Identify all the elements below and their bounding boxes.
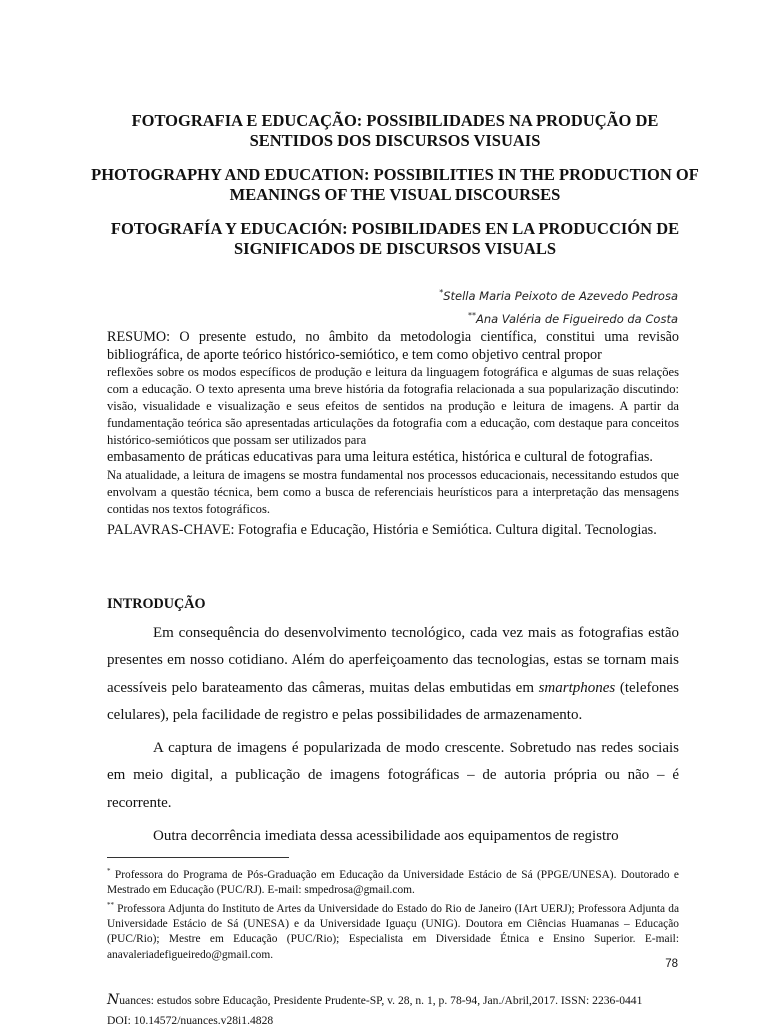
abstract-text-2: reflexões sobre os modos específicos de produção e leitura da linguagem fotográfica e algumas de suas relações com a educação. O texto apresenta uma breve história da fotografia relacionada a sua popularização discutindo: visão, visualidade e visualização e seus efeitos de sentidos na produção e leitura de imagens. A partir da fundamentação teórica são apresentadas articulações da fotografia com a educação, com destaque para conceitos histórico-semióticos que possam ser utilizados para	[107, 365, 679, 447]
doi: DOI: 10.14572/nuances.v28i1.4828	[107, 1014, 274, 1027]
footnote-2-text: Professora Adjunta do Instituto de Artes da Universidade do Estado do Rio de Janeiro (IArt UERJ); Professora Adjunta da Universidade Estácio de Sá (UNESA) e da Universidade Iguaçu (UNIG). Doutora em Ciências Huamanas – Educação (PUC/Rio); Mestre em Educação (PUC/Rio); Especialista em Diversidade Étnica e Ensino Superior. E-mail: anavaleriadefigueiredo@gmail.com.	[107, 903, 679, 961]
title-spanish: FOTOGRAFÍA Y EDUCACIÓN: POSIBILIDADES EN LA PRODUCCIÓN DE SIGNIFICADOS DE DISCURSOS VISUALS	[110, 219, 680, 258]
paragraph-1-emphasis: smartphones	[538, 679, 616, 696]
section-heading-introduction: INTRODUÇÃO	[107, 596, 206, 612]
author-1	[439, 283, 678, 306]
page-number: 78	[665, 958, 678, 970]
footnote-2	[107, 898, 679, 963]
abstract-text-1: RESUMO: O presente estudo, no âmbito da metodologia científica, constitui uma revisão bibliográfica, de aporte teórico histórico-semiótico, e tem como objetivo central propor	[107, 329, 679, 363]
footnote-separator	[107, 857, 289, 858]
abstract-text-3: embasamento de práticas educativas para uma leitura estética, histórica e cultural de fotografias.	[107, 449, 653, 465]
author-2	[439, 306, 678, 329]
author-list	[439, 283, 678, 329]
footnote-1-mark: *	[107, 867, 111, 875]
author-2-name: Ana Valéria de Figueiredo da Costa	[475, 311, 678, 326]
paragraph-2: A captura de imagens é popularizada de modo crescente. Sobretudo nas redes sociais em meio digital, a publicação de imagens fotográficas – de autoria própria ou não – é recorrente.	[107, 740, 679, 811]
title-english: PHOTOGRAPHY AND EDUCATION: POSSIBILITIES IN THE PRODUCTION OF MEANINGS OF THE VISUAL DISCOURSES	[91, 165, 699, 204]
paragraph-1-start: Em consequência do desenvolvimento tecnológico, cada vez mais as fotografias estão presentes em nosso cotidiano. Além do aperfeiçoamento das tecnologias, estas se tornam mais acessíveis pelo barateamento das câmeras, muitas delas embutidas em	[107, 625, 679, 696]
abstract	[107, 329, 679, 539]
footnote-1	[107, 864, 679, 898]
journal-logo-letter: N	[107, 992, 120, 1008]
abstract-text-4: Na atualidade, a leitura de imagens se mostra fundamental nos processos educacionais, necessitando estudos que envolvam a questão técnica, bem como a busca de referenciais heurísticos para a interpretação das mensagens contidas nos textos fotográficos.	[107, 467, 679, 516]
paragraph-1	[107, 620, 679, 729]
paragraph-1-end: (telefones celulares), pela facilidade de registro e pelas possibilidades de armazenamento.	[107, 679, 679, 723]
keywords: PALAVRAS-CHAVE: Fotografia e Educação, História e Semiótica. Cultura digital. Tecnologias.	[107, 521, 657, 538]
author-1-mark: *	[439, 288, 444, 297]
footnote-1-text: Professora do Programa de Pós-Graduação em Educação da Universidade Estácio de Sá (PPGE/UNESA). Doutorado e Mestrado em Educação (PUC/RJ). E-mail: smpedrosa@gmail.com.	[107, 868, 679, 896]
footnotes	[107, 864, 679, 963]
paragraph-3: Outra decorrência imediata dessa acessibilidade aos equipamentos de registro	[153, 828, 619, 845]
introduction-body	[107, 620, 679, 850]
journal-citation-text: uances: estudos sobre Educação, Presidente Prudente-SP, v. 28, n. 1, p. 78-94, Jan./Abril,2017. ISSN: 2236-0441	[119, 994, 643, 1007]
author-2-mark: **	[467, 310, 476, 320]
author-1-name: Stella Maria Peixoto de Azevedo Pedrosa	[443, 288, 678, 303]
journal-citation	[107, 992, 642, 1008]
footnote-2-mark: **	[107, 901, 114, 910]
title-portuguese: FOTOGRAFIA E EDUCAÇÃO: POSSIBILIDADES NA PRODUÇÃO DE SENTIDOS DOS DISCURSOS VISUAIS	[131, 111, 659, 150]
